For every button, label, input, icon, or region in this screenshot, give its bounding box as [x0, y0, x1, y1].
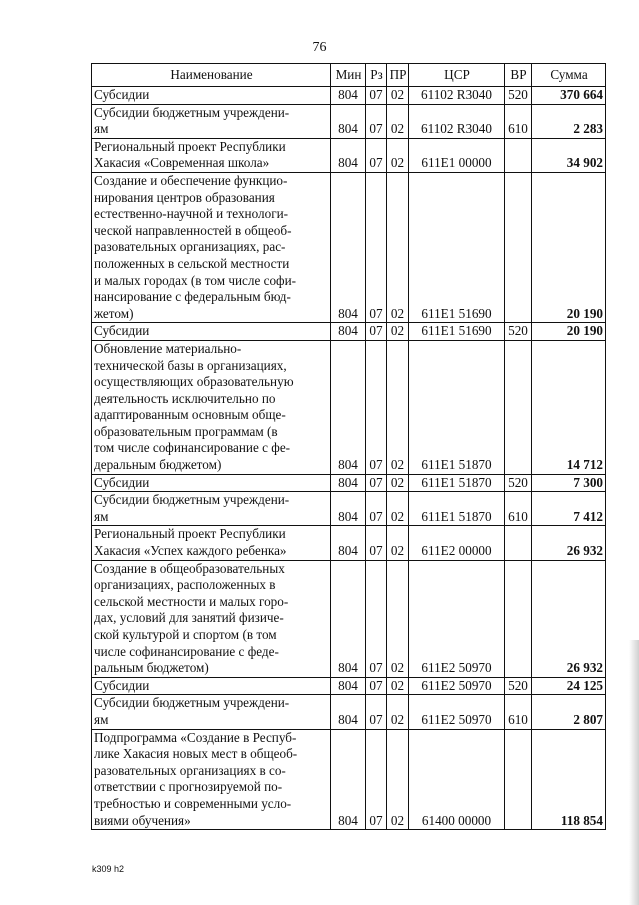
- cell-vr: 520: [505, 87, 532, 105]
- cell-sum: 26 932: [532, 526, 606, 560]
- cell-min: 804: [331, 323, 366, 341]
- cell-csr: 611E2 00000: [409, 526, 505, 560]
- cell-pr: 02: [387, 560, 409, 677]
- cell-name: Обновление материально- технической базы в организациях, осуществляющих образовательную деятельность исключительно по адаптированным основным обще- образовательным программам (в том числе софинансирование с фе- деральным бюджетом): [92, 340, 331, 474]
- cell-name: Субсидии бюджетным учреждени- ям: [92, 104, 331, 138]
- cell-vr: [505, 526, 532, 560]
- cell-name: Субсидии: [92, 323, 331, 341]
- cell-min: 804: [331, 340, 366, 474]
- table-row: [92, 138, 606, 172]
- cell-sum: 7 300: [532, 474, 606, 492]
- cell-name: Субсидии: [92, 474, 331, 492]
- cell-name: Создание и обеспечение функцио- нирования центров образования естественно-научной и технологи- ческой направленностей в общеоб- разовательных организациях, рас- положенных в сельской местности и малых городах (в том числе софи- нансирование с федеральным бюд- жетом): [92, 172, 331, 322]
- cell-vr: 520: [505, 474, 532, 492]
- cell-min: 804: [331, 172, 366, 322]
- table-row: [92, 87, 606, 105]
- table-row: [92, 474, 606, 492]
- cell-csr: 61400 00000: [409, 729, 505, 830]
- cell-pr: 02: [387, 340, 409, 474]
- cell-vr: 610: [505, 695, 532, 729]
- cell-pr: 02: [387, 526, 409, 560]
- cell-sum: 2 807: [532, 695, 606, 729]
- cell-csr: 611E1 51690: [409, 323, 505, 341]
- cell-sum: 24 125: [532, 677, 606, 695]
- header-sum: Сумма: [532, 64, 606, 87]
- table-row: [92, 104, 606, 138]
- cell-vr: [505, 138, 532, 172]
- cell-vr: [505, 560, 532, 677]
- cell-rz: 07: [366, 87, 387, 105]
- cell-sum: 20 190: [532, 172, 606, 322]
- cell-sum: 2 283: [532, 104, 606, 138]
- cell-vr: [505, 172, 532, 322]
- cell-rz: 07: [366, 172, 387, 322]
- cell-sum: 118 854: [532, 729, 606, 830]
- cell-rz: 07: [366, 729, 387, 830]
- cell-name: Региональный проект Республики Хакасия «Современная школа»: [92, 138, 331, 172]
- table-row: [92, 492, 606, 526]
- cell-min: 804: [331, 560, 366, 677]
- cell-csr: 611E1 51870: [409, 492, 505, 526]
- cell-name: Подпрограмма «Создание в Респуб- лике Хакасия новых мест в общеоб- разовательных организациях в со- ответствии с прогнозируемой по- требностью и современными усло- виями обучения»: [92, 729, 331, 830]
- cell-pr: 02: [387, 104, 409, 138]
- cell-name: Субсидии: [92, 87, 331, 105]
- cell-min: 804: [331, 695, 366, 729]
- cell-pr: 02: [387, 138, 409, 172]
- table-row: [92, 695, 606, 729]
- cell-name: Региональный проект Республики Хакасия «Успех каждого ребенка»: [92, 526, 331, 560]
- cell-name: Субсидии: [92, 677, 331, 695]
- header-pr: ПР: [387, 64, 409, 87]
- table-row: [92, 323, 606, 341]
- cell-csr: 61102 R3040: [409, 87, 505, 105]
- cell-vr: [505, 729, 532, 830]
- cell-pr: 02: [387, 172, 409, 322]
- page-number: 76: [312, 40, 327, 55]
- table-header-row: [92, 64, 606, 87]
- cell-name: Создание в общеобразовательных организациях, расположенных в сельской местности и малых горо- дах, условий для занятий физиче- ской культурой и спортом (в том числе софинансирование с феде- ральным бюджетом): [92, 560, 331, 677]
- table-row: [92, 526, 606, 560]
- table-row: [92, 729, 606, 830]
- cell-pr: 02: [387, 87, 409, 105]
- cell-rz: 07: [366, 526, 387, 560]
- cell-min: 804: [331, 492, 366, 526]
- cell-min: 804: [331, 87, 366, 105]
- cell-vr: 520: [505, 323, 532, 341]
- cell-csr: 611E2 50970: [409, 560, 505, 677]
- cell-pr: 02: [387, 729, 409, 830]
- cell-vr: [505, 340, 532, 474]
- cell-csr: 611E1 51870: [409, 474, 505, 492]
- table-body: [92, 87, 606, 830]
- cell-pr: 02: [387, 695, 409, 729]
- header-rz: Рз: [366, 64, 387, 87]
- cell-rz: 07: [366, 323, 387, 341]
- cell-min: 804: [331, 474, 366, 492]
- scan-edge-shadow: [629, 640, 639, 905]
- cell-csr: 611E2 50970: [409, 677, 505, 695]
- cell-min: 804: [331, 729, 366, 830]
- cell-min: 804: [331, 104, 366, 138]
- cell-rz: 07: [366, 677, 387, 695]
- header-name: Наименование: [92, 64, 331, 87]
- cell-pr: 02: [387, 677, 409, 695]
- budget-table: [91, 63, 606, 830]
- cell-sum: 7 412: [532, 492, 606, 526]
- cell-csr: 611E1 00000: [409, 138, 505, 172]
- cell-name: Субсидии бюджетным учреждени- ям: [92, 695, 331, 729]
- cell-rz: 07: [366, 104, 387, 138]
- cell-rz: 07: [366, 695, 387, 729]
- cell-sum: 370 664: [532, 87, 606, 105]
- cell-pr: 02: [387, 492, 409, 526]
- table-row: [92, 560, 606, 677]
- cell-rz: 07: [366, 474, 387, 492]
- cell-min: 804: [331, 138, 366, 172]
- cell-pr: 02: [387, 474, 409, 492]
- cell-csr: 611E2 50970: [409, 695, 505, 729]
- cell-vr: 520: [505, 677, 532, 695]
- cell-sum: 20 190: [532, 323, 606, 341]
- cell-vr: 610: [505, 104, 532, 138]
- cell-rz: 07: [366, 492, 387, 526]
- cell-pr: 02: [387, 323, 409, 341]
- table-row: [92, 172, 606, 322]
- header-csr: ЦСР: [409, 64, 505, 87]
- cell-min: 804: [331, 526, 366, 560]
- cell-rz: 07: [366, 138, 387, 172]
- table-row: [92, 677, 606, 695]
- cell-sum: 26 932: [532, 560, 606, 677]
- footer-code: k309 h2: [92, 864, 125, 874]
- cell-sum: 14 712: [532, 340, 606, 474]
- cell-csr: 611E1 51690: [409, 172, 505, 322]
- cell-rz: 07: [366, 560, 387, 677]
- table-row: [92, 340, 606, 474]
- cell-rz: 07: [366, 340, 387, 474]
- header-vr: ВР: [505, 64, 532, 87]
- header-min: Мин: [331, 64, 366, 87]
- cell-csr: 611E1 51870: [409, 340, 505, 474]
- cell-name: Субсидии бюджетным учреждени- ям: [92, 492, 331, 526]
- cell-min: 804: [331, 677, 366, 695]
- cell-vr: 610: [505, 492, 532, 526]
- cell-sum: 34 902: [532, 138, 606, 172]
- cell-csr: 61102 R3040: [409, 104, 505, 138]
